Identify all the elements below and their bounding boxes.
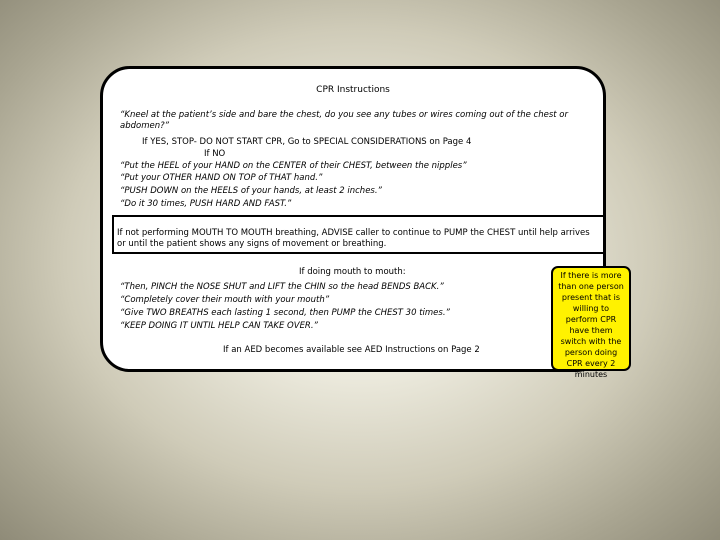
no-mouth-to-mouth-text: If not performing MOUTH TO MOUTH breathing, ADVISE caller to continue to PUMP the CHEST until help arrives or until the patient shows any signs of movement or breathing. <box>117 228 590 249</box>
page-title: CPR Instructions <box>316 85 390 95</box>
instruction-30-times: “Do it 30 times, PUSH HARD AND FAST.” <box>120 199 292 209</box>
instruction-if-no: If NO <box>204 149 226 159</box>
instruction-heel-of-hand: “Put the HEEL of your HAND on the CENTER of their CHEST, between the nipples” <box>120 161 467 171</box>
instruction-other-hand: “Put your OTHER HAND ON TOP of THAT hand.” <box>120 173 323 183</box>
instruction-keep-doing: “KEEP DOING IT UNTIL HELP CAN TAKE OVER.” <box>120 321 318 331</box>
no-mouth-to-mouth-box <box>112 215 605 254</box>
instruction-two-breaths: “Give TWO BREATHS each lasting 1 second, then PUMP the CHEST 30 times.” <box>120 308 450 318</box>
instruction-if-yes: If YES, STOP- DO NOT START CPR, Go to SPECIAL CONSIDERATIONS on Page 4 <box>142 137 472 147</box>
instruction-pinch-nose: “Then, PINCH the NOSE SHUT and LIFT the CHIN so the head BENDS BACK.” <box>120 282 444 292</box>
instruction-kneel: “Kneel at the patient’s side and bare the chest, do you see any tubes or wires coming out of the chest or abdomen?” <box>120 110 569 131</box>
instruction-cover-mouth: “Completely cover their mouth with your mouth” <box>120 295 330 305</box>
mouth-to-mouth-heading: If doing mouth to mouth: <box>299 267 406 277</box>
switch-rescuer-note: If there is more than one person present that is willing to perform CPR have them switch with the person doing CPR every 2 minutes <box>551 266 631 371</box>
aed-reference: If an AED becomes available see AED Instructions on Page 2 <box>223 345 480 355</box>
instruction-push-down: “PUSH DOWN on the HEELS of your hands, at least 2 inches.” <box>120 186 382 196</box>
